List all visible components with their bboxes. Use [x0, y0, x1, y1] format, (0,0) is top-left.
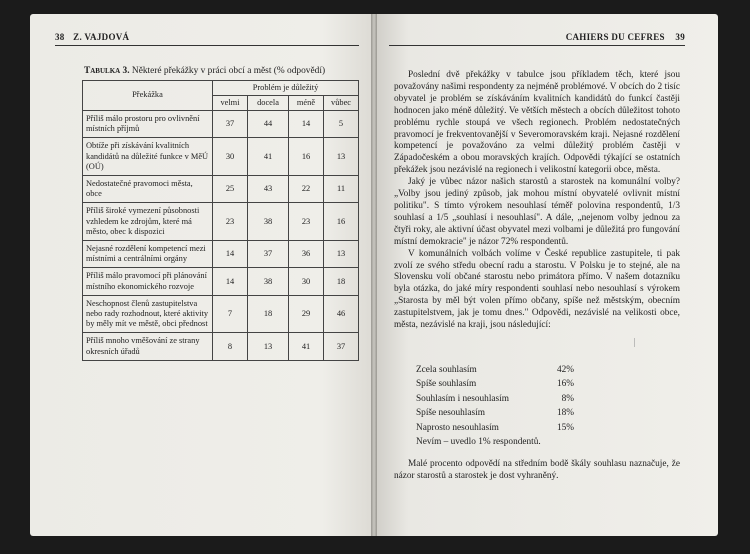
cell-docela: 13	[248, 333, 289, 360]
cell-mene: 22	[289, 176, 324, 203]
cell-vubec: 46	[324, 295, 359, 333]
row-label: Příliš mnoho vměšování ze strany okresních úřadů	[83, 333, 213, 360]
table-row	[83, 295, 359, 333]
closing-paragraph: Malé procento odpovědí na středním bodě škály souhlasu naznačuje, že názor starostů a starostek je dost vyhraněný.	[394, 459, 680, 481]
answer-row	[416, 377, 574, 391]
cell-vubec: 13	[324, 241, 359, 268]
table-row	[83, 268, 359, 295]
answer-label: Spíše souhlasím	[416, 379, 477, 390]
cell-docela: 41	[248, 138, 289, 176]
row-label: Nejasné rozdělení kompetencí mezi místními a centrálními orgány	[83, 241, 213, 268]
subcol-vubec: vůbec	[324, 96, 359, 111]
cell-velmi: 30	[213, 138, 248, 176]
left-running-head	[55, 32, 359, 46]
journal-name: CAHIERS DU CEFRES	[565, 32, 665, 42]
row-label: Nedostatečné pravomoci města, obce	[83, 176, 213, 203]
cell-vubec: 13	[324, 138, 359, 176]
cell-mene: 30	[289, 268, 324, 295]
table-title: Některé překážky v práci obcí a měst (% odpovědí)	[131, 66, 326, 76]
paragraph: Jaký je vůbec názor našich starostů a starostek na komunální volby? „Volby jsou jediný způsob, jak mohou místní obyvatelé ovlivnit místní politiku". S tímto výrokem nesouhlasí téměř polovina respondentů, 1/3 souhlasí a 1/5 „souhlasí i nesouhlasí". A dále, „nejenom volby jednou za čtyři roky, ale aktivní účast obyvatel mezi volbami je důležitá pro fungování místní demokracie" je názor 72% respondentů.	[394, 177, 680, 247]
row-label: Příliš široké vymezení působnosti vzhledem ke zdrojům, které má město, obec k dispozici	[83, 203, 213, 241]
table-row	[83, 241, 359, 268]
subcol-docela: docela	[248, 96, 289, 111]
cell-vubec: 18	[324, 268, 359, 295]
cell-docela: 38	[248, 268, 289, 295]
cell-velmi: 7	[213, 295, 248, 333]
answer-value: 42%	[556, 365, 574, 375]
cell-vubec: 11	[324, 176, 359, 203]
answers-note: Nevím – uvedlo 1% respondentů.	[416, 437, 541, 447]
answer-value: 16%	[556, 379, 574, 390]
paragraph: V komunálních volbách volíme v České republice zastupitele, ti pak zvolí ze svého středu obecní radu a starostu. V Polsku je to stejné, ale na Slovensku volí občané starostu nebo primátora přímo. V našem dotazníku byla otázka, do jaké míry respondenti souhlasí nebo nesouhlasí s výrokem „Starosta by měl být volen přímo občany, spíše než městským, obecním zastupitelstvem, jak je tomu dnes." Odpovědi, nezávislé na velikosti obce, města, nezávislé na kraji, jsou následující:	[394, 248, 680, 331]
answer-row	[416, 421, 574, 435]
left-page-number: 38	[55, 32, 65, 42]
cell-velmi: 14	[213, 268, 248, 295]
table-row	[83, 138, 359, 176]
answer-label: Spíše nesouhlasím	[416, 408, 485, 419]
table-label: Tabulka 3.	[84, 66, 130, 76]
cell-vubec: 5	[324, 111, 359, 138]
right-running-head	[389, 32, 685, 46]
cell-mene: 16	[289, 138, 324, 176]
table-row	[83, 111, 359, 138]
cell-mene: 23	[289, 203, 324, 241]
answer-label: Naprosto nesouhlasím	[416, 422, 499, 433]
cell-velmi: 37	[213, 111, 248, 138]
answer-label: Souhlasím i nesouhlasím	[416, 393, 509, 404]
col-header-group: Problém je důležitý	[213, 81, 359, 96]
cell-vubec: 37	[324, 333, 359, 360]
subcol-mene: méně	[289, 96, 324, 111]
answer-row	[416, 392, 574, 406]
table-caption	[84, 66, 374, 76]
cell-docela: 37	[248, 241, 289, 268]
cell-vubec: 16	[324, 203, 359, 241]
cell-velmi: 14	[213, 241, 248, 268]
answer-value: 18%	[556, 408, 574, 419]
pencil-mark	[634, 338, 635, 347]
cell-docela: 43	[248, 176, 289, 203]
answers-list	[416, 363, 574, 435]
right-page-number: 39	[675, 32, 685, 42]
cell-mene: 14	[289, 111, 324, 138]
cell-docela: 44	[248, 111, 289, 138]
author-name: Z. VAJDOVÁ	[73, 32, 130, 42]
cell-velmi: 23	[213, 203, 248, 241]
row-label: Příliš málo pravomocí při plánování místního ekonomického rozvoje	[83, 268, 213, 295]
cell-mene: 41	[289, 333, 324, 360]
col-header-obstacle: Překážka	[83, 81, 213, 111]
cell-mene: 36	[289, 241, 324, 268]
row-label: Příliš málo prostoru pro ovlivnění místních příjmů	[83, 111, 213, 138]
body-text	[394, 70, 680, 332]
answer-value: 15%	[556, 422, 574, 433]
answer-row	[416, 406, 574, 420]
cell-velmi: 8	[213, 333, 248, 360]
row-label: Obtíže při získávání kvalitních kandidátů na důležité funkce v MěÚ (OÚ)	[83, 138, 213, 176]
table-row	[83, 203, 359, 241]
subcol-velmi: velmi	[213, 96, 248, 111]
cell-docela: 38	[248, 203, 289, 241]
cell-docela: 18	[248, 295, 289, 333]
answer-value: 8%	[561, 393, 574, 404]
obstacles-table	[82, 80, 359, 361]
table-row	[83, 176, 359, 203]
answer-label: Zcela souhlasím	[416, 365, 477, 375]
row-label: Neschopnost členů zastupitelstva nebo rady rozhodnout, které aktivity by měly mít ve městě, obci přednost	[83, 295, 213, 333]
book-gutter	[371, 14, 377, 536]
cell-velmi: 25	[213, 176, 248, 203]
table-row	[83, 333, 359, 360]
paragraph: Poslední dvě překážky v tabulce jsou příkladem těch, které jsou považovány našimi respondenty za nejméně problémové. V obcích do 2 tisíc obyvatel je problém se získáváním kvalitních kandidátů do funkcí častěji hodnocen jako méně důležitý. Ve větších městech a obcích důležitost tohoto problému rychle stoupá ve všech regionech. Problém nedostatečných pravomocí je frekventovanější v Severomoravském kraji. Nejasné rozdělení kompetencí je považováno za velmi důležitý problém častěji v Západočeském a obou moravských krajích. Odpovědi týkající se ostatních překážek jsou nezávislé na regionech i velikostní kategorii obce, města.	[394, 70, 680, 176]
answer-row	[416, 363, 574, 377]
cell-mene: 29	[289, 295, 324, 333]
